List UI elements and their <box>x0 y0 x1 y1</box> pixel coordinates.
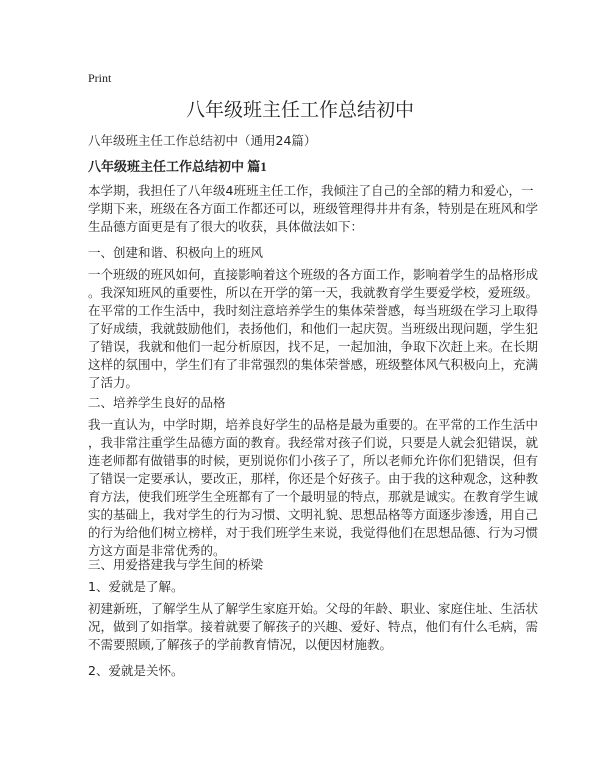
paragraph-line: 了错误一定要承认，要改正，那样，你还是个好孩子。由于我的这种观念，这种教 <box>88 471 539 486</box>
print-link[interactable]: Print <box>88 71 112 85</box>
paragraph-line: 不需要照顾,了解孩子的学前教育情况，以便因材施教。 <box>88 637 392 652</box>
paragraph-line: 的行为给他们树立榜样，对于我们班学生来说，我觉得他们在思想品德、行为习惯 <box>88 525 539 540</box>
paragraph-line: ，我非常注重学生品德方面的教育。我经常对孩子们说，只要是人就会犯错误，就 <box>88 435 539 450</box>
paragraph-line: 连老师都有做错事的时候，更别说你们小孩子了，所以老师允许你们犯错误，但有 <box>88 453 539 468</box>
paragraph-class-spirit <box>88 266 539 392</box>
paragraph-line: 本学期，我担任了八年级4班班主任工作，我倾注了自己的全部的精力和爱心，一 <box>88 183 534 198</box>
paragraph-line: 这样的氛围中，学生们有了非常强烈的集体荣誉感，班级整体风气积极向上，充满 <box>88 357 539 372</box>
paragraph-character <box>88 416 539 560</box>
paragraph-line: 了活力。 <box>88 375 139 390</box>
paragraph-line: 学期下来，班级在各方面工作都还可以，班级管理得井井有条，特别是在班风和学 <box>88 201 539 216</box>
subtitle: 八年级班主任工作总结初中（通用24篇） <box>88 133 317 148</box>
paragraph-understanding <box>88 600 539 654</box>
paragraph-line: 生品德方面更是有了很大的收获，具体做法如下： <box>88 219 364 234</box>
paragraph-line: 。我深知班风的重要性，所以在开学的第一天，我就教育学生要爱学校，爱班级。 <box>88 285 539 300</box>
paragraph-line: 况，做到了如指掌。接着就要了解孩子的兴趣、爱好、特点，他们有什么毛病，需 <box>88 619 539 634</box>
subsection-1: 1、爱就是了解。 <box>88 579 184 594</box>
article-heading: 八年级班主任工作总结初中 篇1 <box>88 159 267 174</box>
paragraph-intro <box>88 182 539 236</box>
paragraph-line: 在平常的工作生活中，我时刻注意培养学生的集体荣誉感，每当班级在学习上取得 <box>88 303 539 318</box>
section-heading-3: 三、用爱搭建我与学生间的桥梁 <box>88 557 264 572</box>
paragraph-line: 方这方面是非常优秀的。 <box>88 543 226 558</box>
paragraph-line: 了好成绩，我就鼓励他们，表扬他们，和他们一起庆贺。当班级出现问题，学生犯 <box>88 321 539 336</box>
section-heading-2: 二、培养学生良好的品格 <box>88 395 226 410</box>
subsection-2: 2、爱就是关怀。 <box>88 663 184 678</box>
paragraph-line: 实的基础上，我对学生的行为习惯、文明礼貌、思想品格等方面逐步渗透，用自己 <box>88 507 539 522</box>
paragraph-line: 初建新班，了解学生从了解学生家庭开始。父母的年龄、职业、家庭住址、生活状 <box>88 601 539 616</box>
page-title: 八年级班主任工作总结初中 <box>185 99 414 121</box>
paragraph-line: 育方法，使我们班学生全班都有了一个最明显的特点，那就是诚实。在教育学生诚 <box>88 489 539 504</box>
paragraph-line: 一个班级的班风如何，直接影响着这个班级的各方面工作，影响着学生的品格形成 <box>88 267 539 282</box>
paragraph-line: 了错误，我就和他们一起分析原因，找不足，一起加油，争取下次赶上来。在长期 <box>88 339 539 354</box>
paragraph-line: 我一直认为，中学时期，培养良好学生的品格是最为重要的。在平常的工作生活中 <box>88 417 539 432</box>
section-heading-1: 一、创建和谐、积极向上的班风 <box>88 245 264 260</box>
